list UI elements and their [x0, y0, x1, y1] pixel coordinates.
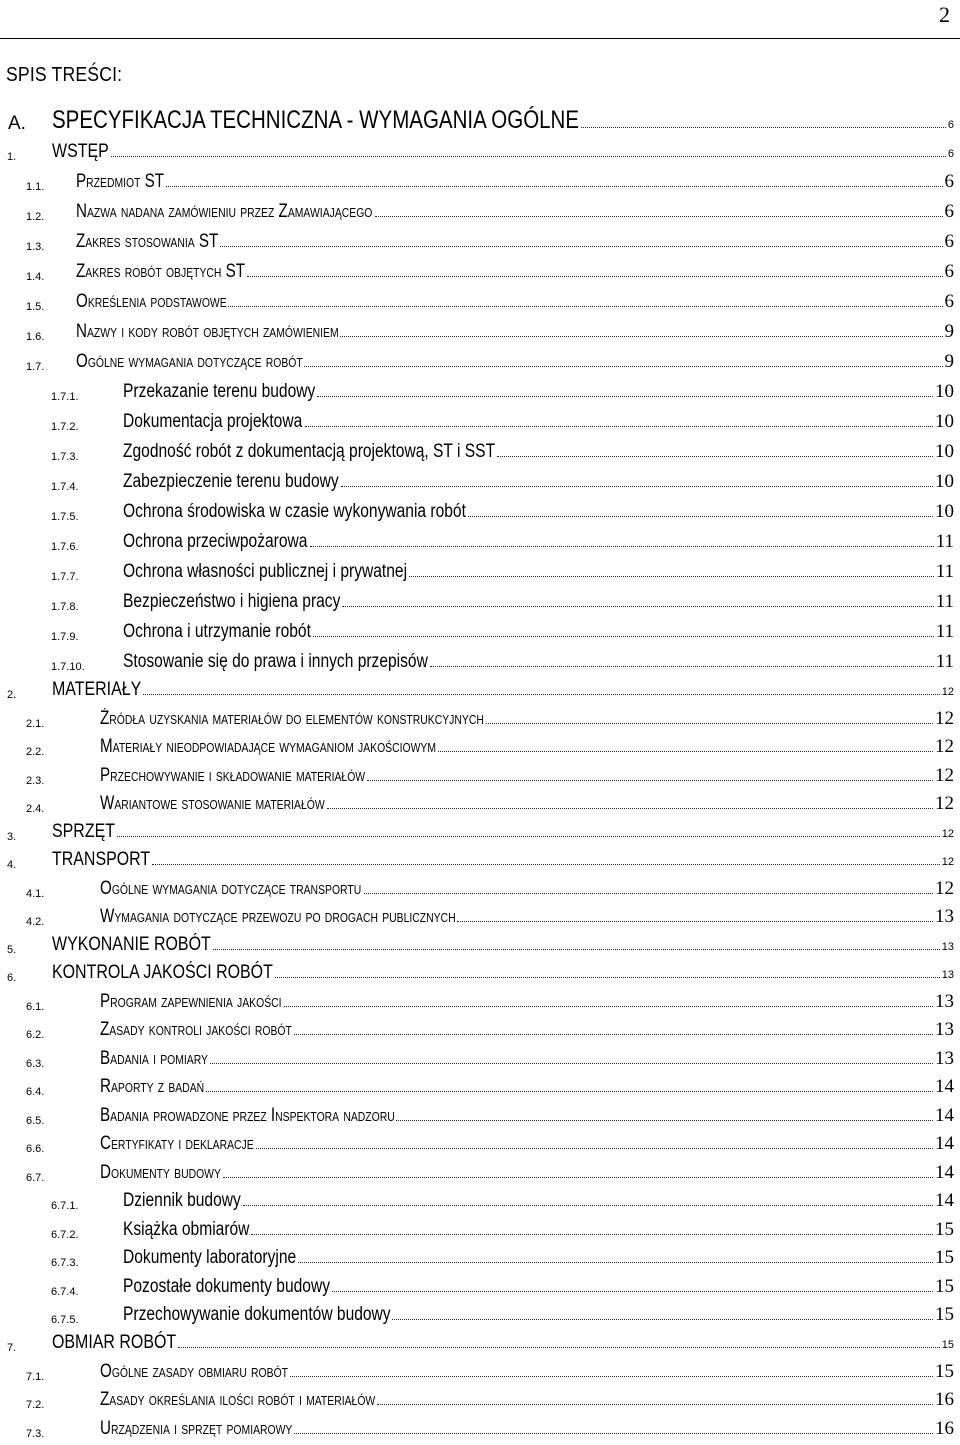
- toc-entry-page: 14: [935, 1076, 954, 1097]
- toc-entry-number: 2.4.: [26, 803, 45, 815]
- toc-entry-leader-line: [123, 591, 954, 613]
- dot-leader: [457, 921, 933, 922]
- toc-entry-title: Zasady określania ilości robót i materiałów: [100, 1389, 376, 1410]
- toc-entry-title: Przekazanie terenu budowy: [123, 381, 316, 402]
- toc-entry-title: Wymagania dotyczące przewozu po drogach publicznych: [100, 906, 456, 927]
- toc-entry-page: 11: [935, 531, 954, 552]
- toc-entry-page: 13: [935, 906, 954, 927]
- dot-leader: [313, 636, 934, 637]
- toc-entry-title: Materiały nieodpowiadające wymaganiom jakościowym: [100, 736, 437, 757]
- toc-entry-leader-line: [100, 793, 954, 815]
- toc-entry-leader-line: [100, 1162, 954, 1184]
- toc-entry-title: Ochrona własności publicznej i prywatnej: [123, 561, 408, 582]
- dot-leader: [152, 864, 939, 865]
- toc-entry-number: 2.2.: [26, 746, 45, 758]
- toc-entry[interactable]: [0, 735, 960, 764]
- toc-entry-leader-line: [100, 765, 954, 787]
- toc-entry-number: A.: [8, 113, 26, 134]
- toc-entry-number: 1.5.: [26, 301, 45, 313]
- toc-entry[interactable]: [0, 1075, 960, 1104]
- toc-entry-title: Ogólne wymagania dotyczące transportu: [100, 877, 362, 899]
- toc-entry-title: Dokumenty budowy: [100, 1161, 221, 1183]
- toc-entry[interactable]: [0, 468, 960, 498]
- toc-heading: SPIS TREŚCI:: [6, 64, 123, 86]
- toc-entry-leader-line: [100, 1389, 954, 1411]
- toc-entry-number: 1.6.: [26, 331, 45, 343]
- toc-entry[interactable]: [0, 933, 960, 961]
- toc-entry-leader-line: [100, 736, 954, 758]
- toc-entry-number: 6.1.: [26, 1000, 45, 1013]
- dot-leader: [310, 546, 934, 547]
- dot-leader: [143, 694, 940, 695]
- toc-entry[interactable]: [0, 905, 960, 934]
- toc-entry-leader-line: [123, 411, 954, 433]
- toc-entry-leader-line: [100, 708, 954, 730]
- toc-entry-page: 10: [935, 501, 954, 522]
- toc-entry[interactable]: [0, 1388, 960, 1417]
- toc-entry-page: 14: [935, 1133, 954, 1154]
- toc-entry[interactable]: [0, 1189, 960, 1218]
- toc-entry-number: 4.: [7, 859, 17, 871]
- toc-entry-leader-line: [76, 291, 954, 313]
- toc-entry-title: Badania prowadzone przez Inspektora nadzoru: [100, 1104, 395, 1126]
- toc-entry-page: 12: [935, 793, 954, 814]
- toc-entry-number: 2.: [7, 689, 17, 701]
- toc-entry-title: OBMIAR ROBÓT: [52, 1332, 177, 1353]
- toc-entry-page: 6: [944, 201, 954, 222]
- dot-leader: [409, 576, 934, 577]
- toc-entry[interactable]: [0, 1331, 960, 1359]
- toc-entry-title: Zasady kontroli jakości robót: [100, 1019, 292, 1040]
- toc-entry-number: 4.2.: [26, 916, 45, 928]
- dot-leader: [486, 723, 933, 724]
- dot-leader: [367, 780, 933, 781]
- toc-entry-title: Nazwa nadana zamówieniu przez Zamawiającego: [76, 201, 373, 222]
- toc-entry-number: 1.1.: [26, 181, 45, 193]
- toc-entry-leader-line: [52, 962, 954, 984]
- dot-leader: [294, 1034, 933, 1035]
- dot-leader: [375, 216, 943, 217]
- toc-entry-number: 1.7.10.: [51, 661, 85, 673]
- toc-entry-number: 1.7.: [26, 361, 45, 373]
- toc-entry-number: 4.1.: [26, 887, 45, 900]
- dot-leader: [298, 1262, 933, 1263]
- toc-entry[interactable]: [0, 558, 960, 588]
- toc-entry-number: 6.7.3.: [51, 1257, 79, 1269]
- toc-entry-title: Dokumentacja projektowa: [123, 411, 303, 432]
- toc-entry-leader-line: [100, 1076, 954, 1098]
- toc-entry-title: Źródła uzyskania materiałów do elementów konstrukcyjnych: [100, 707, 484, 729]
- toc-entry[interactable]: [0, 408, 960, 438]
- toc-entry-title: Dokumenty laboratoryjne: [123, 1247, 297, 1268]
- toc-entry-title: Ogólne wymagania dotyczące robót: [76, 351, 303, 372]
- toc-entry[interactable]: [0, 1132, 960, 1161]
- toc-entry[interactable]: [0, 678, 960, 706]
- dot-leader: [178, 1347, 939, 1348]
- toc-entry-title: KONTROLA JAKOŚCI ROBÓT: [52, 962, 273, 983]
- toc-entry-number: 6.5.: [26, 1114, 45, 1127]
- header-rule: [0, 38, 960, 39]
- toc-entry[interactable]: [0, 618, 960, 648]
- toc-entry[interactable]: [0, 588, 960, 618]
- toc-entry-number: 7.1.: [26, 1370, 45, 1383]
- toc-entry-number: 3.: [7, 831, 17, 843]
- toc-entry-number: 6.4.: [26, 1086, 45, 1098]
- dot-leader: [327, 808, 933, 809]
- toc-entry-leader-line: [76, 351, 954, 373]
- toc-entry-title: Ochrona środowiska w czasie wykonywania robót: [123, 501, 466, 522]
- dot-leader: [377, 1404, 933, 1405]
- toc-entry-title: MATERIAŁY: [52, 679, 142, 700]
- toc-entry[interactable]: [0, 168, 960, 198]
- toc-entry-page: 13: [941, 941, 954, 953]
- toc-entry-leader-line: [76, 201, 954, 223]
- toc-entry-title: Ochrona i utrzymanie robót: [123, 621, 311, 642]
- toc-entry-page: 6: [944, 291, 954, 312]
- table-of-contents: [0, 98, 960, 1445]
- toc-entry-leader-line: [76, 261, 954, 283]
- toc-entry-page: 11: [935, 651, 954, 672]
- toc-entry[interactable]: [0, 1246, 960, 1275]
- dot-leader: [284, 1006, 933, 1007]
- dot-leader: [332, 1291, 933, 1292]
- toc-entry-leader-line: [100, 1418, 954, 1440]
- toc-entry[interactable]: [0, 706, 960, 735]
- toc-entry-page: 12: [935, 877, 954, 899]
- toc-entry-leader-line: [123, 651, 954, 673]
- toc-entry-title: SPRZĘT: [52, 821, 115, 842]
- toc-entry-leader-line: [76, 231, 954, 253]
- toc-entry-title: Wariantowe stosowanie materiałów: [100, 793, 325, 814]
- toc-entry-title: Zabezpieczenie terenu budowy: [123, 471, 339, 492]
- toc-entry-number: 1.7.3.: [51, 451, 79, 463]
- toc-entry-title: WYKONANIE ROBÓT: [52, 934, 211, 955]
- toc-entry[interactable]: [0, 1018, 960, 1047]
- toc-entry-leader-line: [123, 561, 954, 583]
- toc-entry-leader-line: [123, 621, 954, 643]
- dot-leader: [340, 336, 942, 337]
- toc-entry[interactable]: [0, 98, 960, 140]
- dot-leader: [243, 1205, 933, 1206]
- dot-leader: [251, 1234, 933, 1235]
- toc-entry-page: 16: [935, 1389, 954, 1410]
- toc-entry-leader-line: [100, 1105, 954, 1127]
- toc-entry-title: Nazwy i kody robót objętych zamówieniem: [76, 321, 339, 342]
- toc-entry-number: 7.2.: [26, 1399, 45, 1411]
- toc-entry-leader-line: [100, 1048, 954, 1070]
- toc-entry-page: 6: [944, 171, 954, 192]
- toc-entry-number: 1.7.5.: [51, 511, 79, 523]
- page-number: 2: [939, 2, 950, 27]
- toc-entry-number: 1.: [7, 151, 17, 163]
- toc-entry-leader-line: [100, 878, 954, 900]
- toc-entry-page: 15: [935, 1247, 954, 1268]
- toc-entry-number: 6.: [7, 972, 17, 984]
- toc-entry-page: 11: [935, 591, 954, 612]
- toc-entry-number: 1.2.: [26, 211, 45, 223]
- toc-entry-title: Urządzenia i sprzęt pomiarowy: [100, 1417, 293, 1439]
- toc-entry-number: 6.3.: [26, 1057, 45, 1070]
- toc-entry-title: Zakres stosowania ST: [76, 231, 219, 252]
- toc-entry-page: 12: [941, 856, 954, 868]
- toc-entry-page: 12: [941, 828, 954, 840]
- toc-entry-title: Certyfikaty i deklaracje: [100, 1133, 254, 1154]
- toc-entry[interactable]: [0, 876, 960, 905]
- toc-entry-number: 1.7.6.: [51, 541, 79, 553]
- toc-entry-title: Przechowywanie i składowanie materiałów: [100, 764, 366, 786]
- toc-entry-title: Stosowanie się do prawa i innych przepisów: [123, 651, 428, 672]
- toc-entry[interactable]: [0, 318, 960, 348]
- toc-entry-title: Bezpieczeństwo i higiena pracy: [123, 591, 341, 612]
- toc-entry-leader-line: [52, 141, 954, 163]
- toc-entry[interactable]: [0, 288, 960, 318]
- toc-entry-number: 1.3.: [26, 241, 45, 253]
- toc-entry[interactable]: [0, 820, 960, 848]
- toc-entry-page: 10: [935, 411, 954, 432]
- toc-entry-leader-line: [52, 821, 954, 843]
- dot-leader: [223, 1177, 933, 1178]
- toc-entry-number: 6.2.: [26, 1029, 45, 1041]
- dot-leader: [275, 977, 940, 978]
- dot-leader: [247, 276, 943, 277]
- toc-entry-page: 9: [944, 321, 954, 342]
- toc-entry-page: 10: [935, 471, 954, 492]
- toc-entry-number: 6.7.2.: [51, 1228, 79, 1241]
- toc-entry[interactable]: [0, 438, 960, 468]
- toc-entry-leader-line: [123, 1276, 954, 1298]
- toc-entry-page: 6: [947, 148, 954, 160]
- toc-entry-number: 2.1.: [26, 717, 45, 730]
- toc-entry-page: 10: [935, 381, 954, 402]
- toc-entry-leader-line: [52, 934, 954, 956]
- toc-entry-title: Dziennik budowy: [123, 1190, 241, 1211]
- toc-entry-leader-line: [123, 471, 954, 493]
- toc-entry-page: 12: [935, 764, 954, 786]
- toc-entry-leader-line: [100, 1019, 954, 1041]
- toc-entry-title: Program zapewnienia jakości: [100, 990, 282, 1012]
- toc-entry-number: 1.7.1.: [51, 391, 79, 403]
- toc-entry-leader-line: [123, 1219, 954, 1241]
- toc-entry-number: 5.: [7, 944, 17, 956]
- toc-entry-leader-line: [100, 1133, 954, 1155]
- toc-entry-title: Raporty z badań: [100, 1076, 205, 1097]
- toc-entry-title: Ogólne zasady obmiaru robót: [100, 1360, 289, 1382]
- toc-entry[interactable]: [0, 1416, 960, 1445]
- dot-leader: [256, 1148, 933, 1149]
- toc-entry-number: 1.7.4.: [51, 481, 79, 493]
- toc-entry[interactable]: [0, 258, 960, 288]
- toc-entry-page: 11: [935, 561, 954, 582]
- toc-entry-number: 2.3.: [26, 774, 45, 787]
- toc-entry-page: 12: [935, 707, 954, 729]
- toc-entry[interactable]: [0, 1103, 960, 1132]
- toc-entry-page: 13: [935, 990, 954, 1012]
- toc-entry[interactable]: [0, 378, 960, 408]
- dot-leader: [497, 456, 933, 457]
- toc-entry-title: Przechowywanie dokumentów budowy: [123, 1304, 391, 1325]
- dot-leader: [317, 396, 933, 397]
- dot-leader: [220, 246, 942, 247]
- dot-leader: [294, 1433, 933, 1434]
- toc-entry[interactable]: [0, 1160, 960, 1189]
- toc-entry-number: 1.4.: [26, 271, 45, 283]
- toc-entry-title: SPECYFIKACJA TECHNICZNA - WYMAGANIA OGÓLNE: [52, 106, 580, 134]
- toc-entry[interactable]: [0, 1303, 960, 1332]
- toc-entry-number: 7.3.: [26, 1427, 45, 1440]
- toc-entry[interactable]: [0, 648, 960, 678]
- toc-entry-page: 10: [935, 441, 954, 462]
- toc-entry-leader-line: [76, 321, 954, 343]
- toc-entry-page: 6: [947, 119, 954, 131]
- toc-entry-title: Określenia podstawowe: [76, 291, 227, 312]
- dot-leader: [342, 606, 933, 607]
- toc-entry-page: 14: [935, 1190, 954, 1211]
- toc-entry-number: 6.7.4.: [51, 1285, 79, 1298]
- toc-entry[interactable]: [0, 198, 960, 228]
- toc-entry[interactable]: [0, 848, 960, 876]
- toc-entry[interactable]: [0, 498, 960, 528]
- toc-entry-leader-line: [100, 991, 954, 1013]
- toc-entry[interactable]: [0, 1046, 960, 1075]
- dot-leader: [581, 127, 946, 128]
- toc-entry[interactable]: [0, 228, 960, 258]
- toc-entry-number: 1.7.9.: [51, 631, 79, 643]
- dot-leader: [392, 1319, 933, 1320]
- toc-entry[interactable]: [0, 792, 960, 821]
- toc-entry-page: 15: [935, 1218, 954, 1240]
- toc-entry-page: 6: [944, 231, 954, 252]
- toc-entry-page: 15: [935, 1304, 954, 1325]
- toc-entry[interactable]: [0, 989, 960, 1018]
- toc-entry-number: 1.7.7.: [51, 571, 79, 583]
- toc-entry-leader-line: [123, 1304, 954, 1326]
- toc-entry[interactable]: [0, 1274, 960, 1303]
- toc-entry-number: 6.7.5.: [51, 1314, 79, 1326]
- dot-leader: [364, 893, 933, 894]
- toc-entry-page: 13: [935, 1047, 954, 1069]
- toc-entry-number: 6.6.: [26, 1143, 45, 1155]
- toc-entry-page: 15: [935, 1275, 954, 1297]
- toc-entry-page: 15: [935, 1360, 954, 1382]
- dot-leader: [438, 751, 933, 752]
- toc-entry-leader-line: [123, 1190, 954, 1212]
- dot-leader: [305, 426, 933, 427]
- dot-leader: [111, 156, 946, 157]
- dot-leader: [304, 366, 942, 367]
- dot-leader: [213, 949, 940, 950]
- toc-entry-leader-line: [52, 1332, 954, 1354]
- toc-entry-title: Książka obmiarów: [123, 1218, 250, 1240]
- toc-entry-number: 6.7.1.: [51, 1200, 79, 1212]
- toc-entry-number: 6.7.: [26, 1171, 45, 1184]
- toc-entry-page: 14: [935, 1104, 954, 1126]
- toc-entry-leader-line: [123, 501, 954, 523]
- toc-entry[interactable]: [0, 140, 960, 168]
- toc-entry-number: 7.: [7, 1342, 17, 1354]
- toc-entry-title: Badania i pomiary: [100, 1047, 208, 1069]
- dot-leader: [228, 306, 942, 307]
- toc-entry[interactable]: [0, 763, 960, 792]
- toc-entry-page: 14: [935, 1161, 954, 1183]
- dot-leader: [206, 1091, 933, 1092]
- toc-entry-page: 12: [935, 736, 954, 757]
- toc-entry-title: Zakres robót objętych ST: [76, 261, 246, 282]
- toc-entry-number: 1.7.8.: [51, 601, 79, 613]
- dot-leader: [210, 1063, 933, 1064]
- toc-entry[interactable]: [0, 1217, 960, 1246]
- dot-leader: [166, 186, 943, 187]
- toc-entry-title: Ochrona przeciwpożarowa: [123, 531, 308, 552]
- toc-entry-title: WSTĘP: [52, 141, 109, 162]
- toc-entry-page: 9: [944, 351, 954, 372]
- toc-entry-leader-line: [76, 171, 954, 193]
- dot-leader: [430, 666, 934, 667]
- toc-entry-page: 16: [935, 1417, 954, 1439]
- toc-entry-title: Przedmiot ST: [76, 171, 165, 192]
- dot-leader: [290, 1376, 933, 1377]
- toc-entry[interactable]: [0, 528, 960, 558]
- dot-leader: [341, 486, 933, 487]
- toc-entry-title: Zgodność robót z dokumentacją projektową, ST i SST: [123, 441, 496, 462]
- toc-entry-leader-line: [123, 381, 954, 403]
- toc-entry-title: Pozostałe dokumenty budowy: [123, 1275, 330, 1297]
- toc-entry-leader-line: [100, 906, 954, 928]
- toc-entry-title: TRANSPORT: [52, 849, 151, 870]
- toc-entry-leader-line: [52, 679, 954, 701]
- dot-leader: [396, 1120, 933, 1121]
- toc-entry[interactable]: [0, 1359, 960, 1388]
- toc-entry-page: 13: [941, 969, 954, 981]
- toc-entry-page: 12: [941, 686, 954, 698]
- toc-entry-leader-line: [52, 849, 954, 871]
- toc-entry-leader-line: [123, 531, 954, 553]
- toc-entry-page: 15: [941, 1339, 954, 1351]
- toc-entry[interactable]: [0, 348, 960, 378]
- toc-entry[interactable]: [0, 961, 960, 989]
- toc-entry-number: 1.7.2.: [51, 421, 79, 433]
- toc-entry-leader-line: [123, 441, 954, 463]
- dot-leader: [468, 516, 933, 517]
- toc-entry-page: 13: [935, 1019, 954, 1040]
- toc-entry-leader-line: [100, 1361, 954, 1383]
- toc-entry-leader-line: [123, 1247, 954, 1269]
- toc-entry-leader-line: [52, 106, 954, 135]
- dot-leader: [117, 836, 940, 837]
- toc-entry-page: 6: [944, 261, 954, 282]
- toc-entry-page: 11: [935, 621, 954, 642]
